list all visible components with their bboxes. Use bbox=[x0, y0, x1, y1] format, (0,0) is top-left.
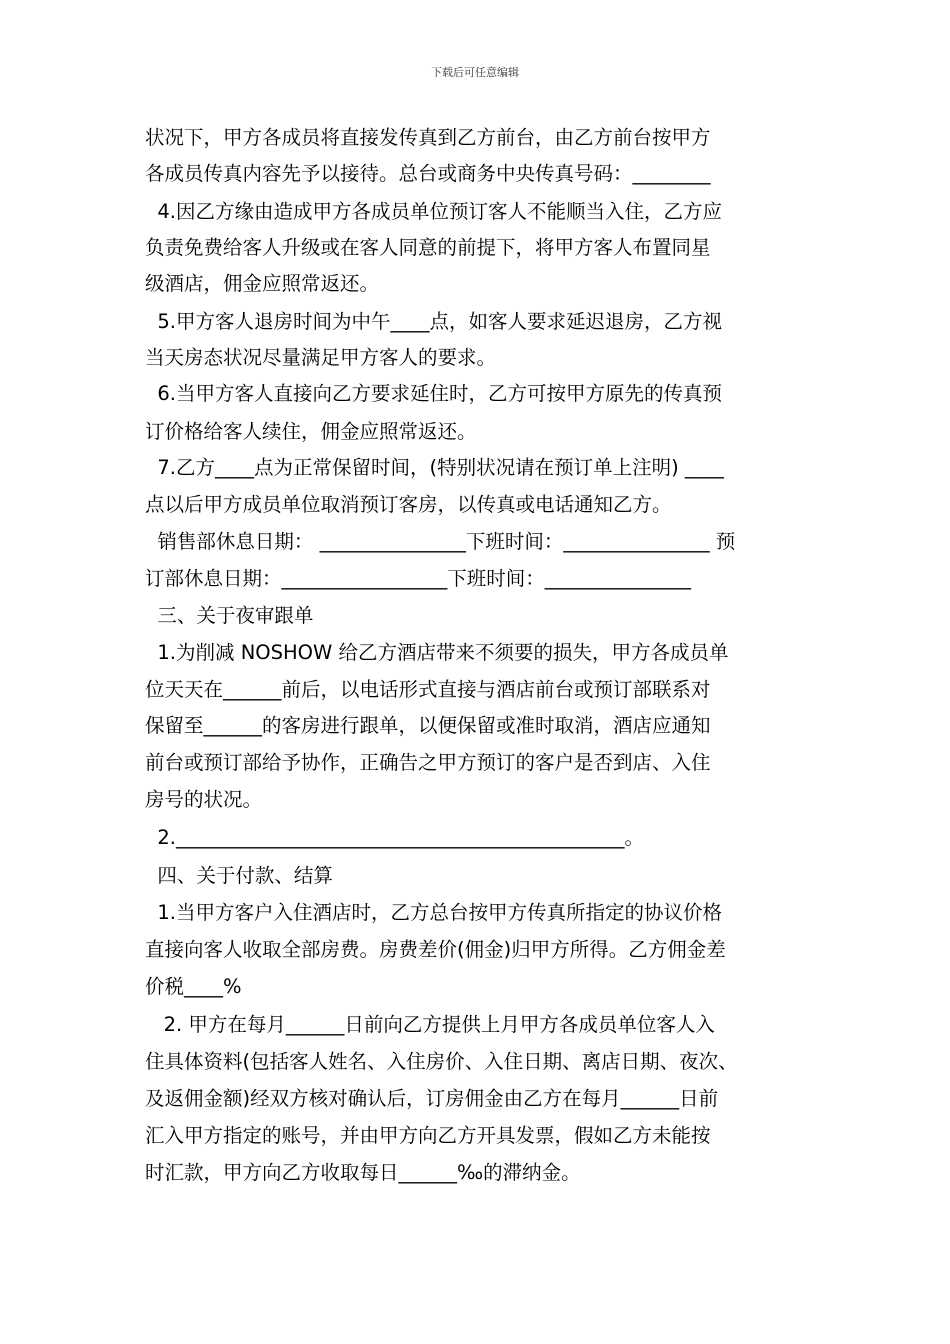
paragraph-line: 级酒店，佣金应照常返还。 bbox=[145, 272, 380, 295]
paragraph-line: 前台或预订部给予协作，正确告之甲方预订的客户是否到店、入住 bbox=[145, 751, 711, 774]
paragraph-line: 5.甲方客人退房时间为中午____点，如客人要求延迟退房，乙方视 bbox=[145, 310, 723, 333]
paragraph-line: 订部休息日期：_________________下班时间：_______________ bbox=[145, 567, 692, 590]
page-header: 下载后可任意编辑 bbox=[431, 66, 519, 79]
paragraph-line: 房号的状况。 bbox=[145, 788, 263, 811]
paragraph-line: 直接向客人收取全部房费。房费差价(佣金)归甲方所得。乙方佣金差 bbox=[145, 938, 726, 961]
paragraph-line: 7.乙方____点为正常保留时间，(特别状况请在预订单上注明) ____ bbox=[145, 456, 724, 479]
paragraph-line: 6.当甲方客人直接向乙方要求延住时，乙方可按甲方原先的传真预 bbox=[145, 382, 723, 405]
paragraph-line: 及返佣金额)经双方核对确认后，订房佣金由乙方在每月______日前 bbox=[145, 1087, 719, 1110]
paragraph-line: 价税____% bbox=[145, 975, 242, 998]
paragraph-line: 保留至______的客房进行跟单，以便保留或准时取消，酒店应通知 bbox=[145, 714, 711, 737]
paragraph-line: 各成员传真内容先予以接待。总台或商务中央传真号码：________ bbox=[145, 162, 711, 185]
paragraph-line: 1.为削减 NOSHOW 给乙方酒店带来不须要的损失，甲方各成员单 bbox=[145, 641, 729, 664]
paragraph-line: 状况下，甲方各成员将直接发传真到乙方前台，由乙方前台按甲方 bbox=[145, 126, 711, 149]
paragraph-line: 住具体资料(包括客人姓名、入住房价、入住日期、离店日期、夜次、 bbox=[145, 1050, 738, 1073]
paragraph-line: 1.当甲方客户入住酒店时，乙方总台按甲方传真所指定的协议价格 bbox=[145, 901, 723, 924]
section-heading: 三、关于夜审跟单 bbox=[145, 604, 314, 627]
paragraph-line: 销售部休息日期： _______________下班时间：_______________ 预 bbox=[145, 530, 736, 553]
paragraph-line: 4.因乙方缘由造成甲方各成员单位预订客人不能顺当入住，乙方应 bbox=[145, 200, 723, 223]
paragraph-line: 汇入甲方指定的账号，并由甲方向乙方开具发票，假如乙方未能按 bbox=[145, 1124, 711, 1147]
paragraph-line: 位天天在______前后，以电话形式直接与酒店前台或预订部联系对 bbox=[145, 678, 711, 701]
paragraph-line: 负责免费给客人升级或在客人同意的前提下，将甲方客人布置同星 bbox=[145, 236, 711, 259]
paragraph-line: 2. 甲方在每月______日前向乙方提供上月甲方各成员单位客人入 bbox=[145, 1013, 715, 1036]
paragraph-line: 2.______________________________________________。 bbox=[145, 826, 645, 849]
paragraph-line: 点以后甲方成员单位取消预订客房，以传真或电话通知乙方。 bbox=[145, 493, 672, 516]
section-heading: 四、关于付款、结算 bbox=[145, 864, 333, 887]
paragraph-line: 时汇款，甲方向乙方收取每日______‰的滞纳金。 bbox=[145, 1161, 581, 1184]
paragraph-line: 订价格给客人续住，佣金应照常返还。 bbox=[145, 420, 477, 443]
paragraph-line: 当天房态状况尽量满足甲方客人的要求。 bbox=[145, 346, 497, 369]
